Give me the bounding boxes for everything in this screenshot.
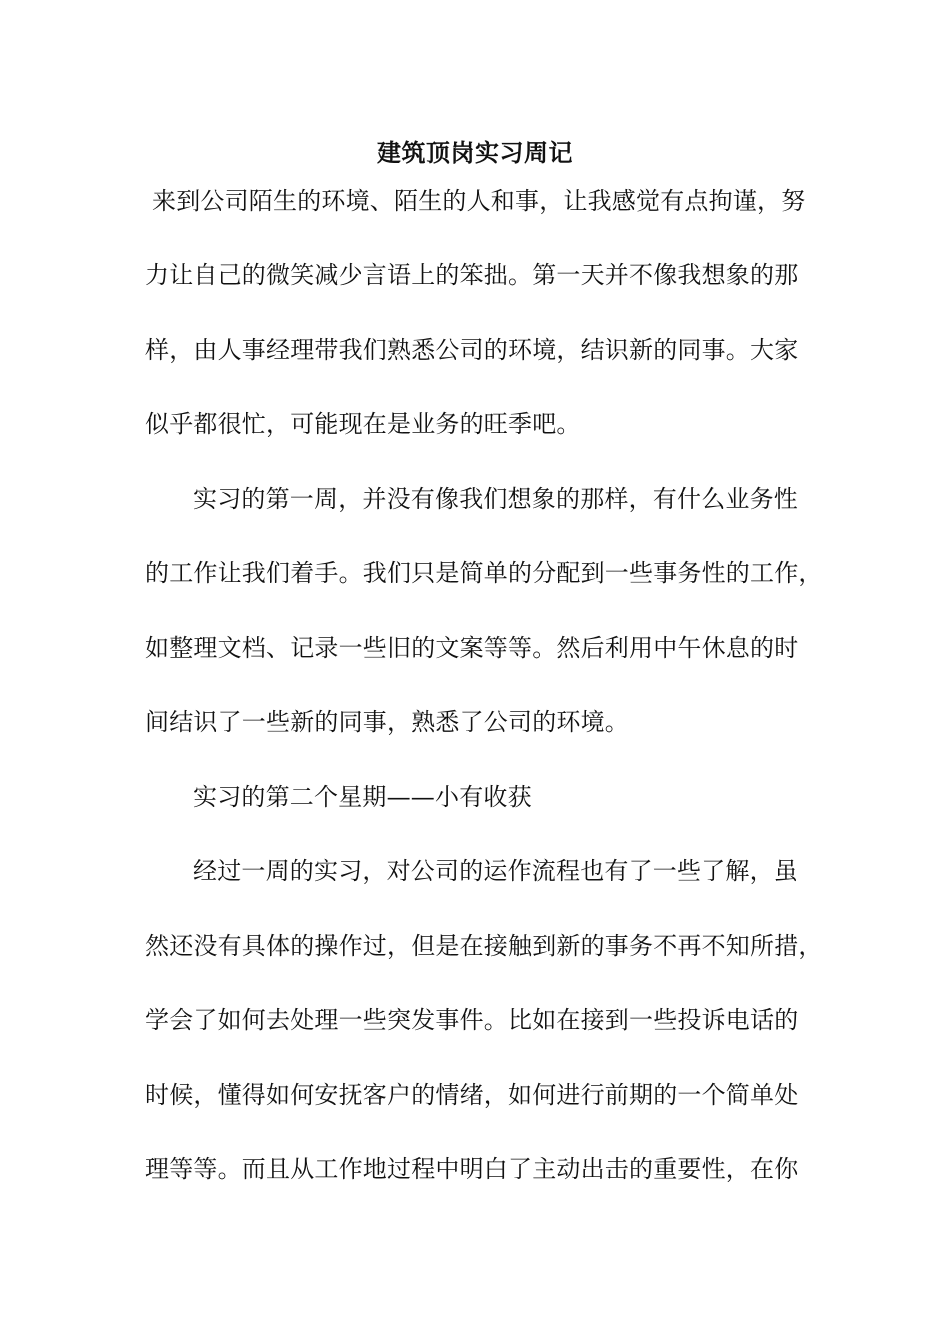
- text-line: 学会了如何去处理一些突发事件。比如在接到一些投诉电话的: [145, 1006, 799, 1034]
- text-line: 时候，懂得如何安抚客户的情绪，如何进行前期的一个简单处: [145, 1081, 799, 1109]
- text-line: 间结识了一些新的同事，熟悉了公司的环境。: [145, 708, 629, 736]
- text-line: 样，由人事经理带我们熟悉公司的环境，结识新的同事。大家: [145, 336, 799, 364]
- text-line: 力让自己的微笑减少言语上的笨拙。第一天并不像我想象的那: [145, 261, 799, 289]
- text-line: 如整理文档、记录一些旧的文案等等。然后利用中午休息的时: [145, 634, 799, 662]
- text-line: 经过一周的实习，对公司的运作流程也有了一些了解，虽: [193, 857, 798, 885]
- text-line: 实习的第一周，并没有像我们想象的那样，有什么业务性: [193, 485, 798, 513]
- document-title: 建筑顶岗实习周记: [377, 138, 573, 167]
- section-heading: 实习的第二个星期——小有收获: [193, 783, 532, 811]
- text-line: 的工作让我们着手。我们只是简单的分配到一些事务性的工作，: [145, 559, 823, 587]
- text-line: 然还没有具体的操作过，但是在接触到新的事务不再不知所措，: [145, 932, 823, 960]
- text-line: 似乎都很忙，可能现在是业务的旺季吧。: [145, 410, 581, 438]
- text-line: 理等等。而且从工作地过程中明白了主动出击的重要性，在你: [145, 1155, 799, 1183]
- text-line: 来到公司陌生的环境、陌生的人和事，让我感觉有点拘谨，努: [152, 187, 806, 215]
